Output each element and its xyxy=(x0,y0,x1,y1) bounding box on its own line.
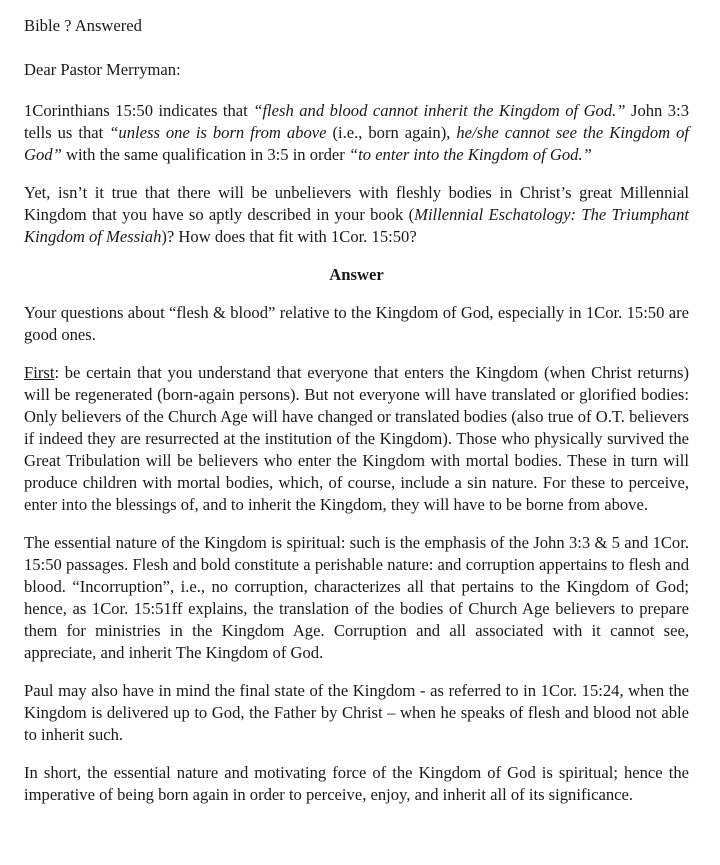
question-paragraph-2 xyxy=(24,182,689,248)
q1-quote-flesh-blood: “flesh and blood cannot inherit the Kingdom of God.” xyxy=(253,101,626,120)
answer-paragraph-5: In short, the essential nature and motivating force of the Kingdom of God is spiritual; hence the imperative of being born again in order to perceive, enjoy, and inherit all of its significance. xyxy=(24,763,689,804)
answer-paragraph-3: The essential nature of the Kingdom is spiritual: such is the emphasis of the John 3:3 & 5 and 1Cor. 15:50 passages. Flesh and bold constitute a perishable nature: and corruption appertains to flesh and blood. “Incorruption”, i.e., no corruption, characterizes all that pertains to the Kingdom of God; hence, as 1Cor. 15:51ff explains, the translation of the bodies of Church Age believers to prepare them for ministries in the Kingdom Age. Corruption and all associated with it cannot see, appreciate, and inherit The Kingdom of God. xyxy=(24,533,689,662)
answer-heading: Answer xyxy=(329,265,384,284)
q2-text-c: )? How does that fit with 1Cor. 15:50? xyxy=(161,227,417,246)
answer-paragraph-1: Your questions about “flesh & blood” relative to the Kingdom of God, especially in 1Cor. 15:50 are good ones. xyxy=(24,303,689,344)
q1-quote-enter-kingdom: “to enter into the Kingdom of God.” xyxy=(348,145,592,164)
q1-text-a: 1Corinthians 15:50 indicates that xyxy=(24,101,254,120)
salutation: Dear Pastor Merryman: xyxy=(24,60,181,79)
q1-text-e: (i.e., born again), xyxy=(326,123,457,142)
first-label: First xyxy=(24,363,55,382)
q1-quote-see-kingdom: he/she cannot see the Kingdom of God” xyxy=(24,123,689,164)
q1-text-g: with the same qualification in 3:5 in order xyxy=(61,145,349,164)
q2-book-title: Millennial Eschatology: The Triumphant Kingdom of Messiah xyxy=(24,205,689,246)
answer-paragraph-2-text: : be certain that you understand that everyone that enters the Kingdom (when Christ returns) will be regenerated (born-again persons). But not everyone will have translated or glorified bodies: Only believers of the Church Age will have changed or translated bodies (also true of O.T. believers if indeed they are resurrected at the institution of the Kingdom). Those who physically survived the Great Tribulation will be believers who enter the Kingdom with mortal bodies. These in turn will produce children with mortal bodies, which, of course, include a sin nature. For these to perceive, enter into the blessings of, and to inherit the Kingdom, they will have to be borne from above. xyxy=(24,363,689,514)
answer-paragraph-2 xyxy=(24,362,689,516)
q2-text-a: Yet, isn’t it true that there will be unbelievers with fleshly bodies in Christ’s great Millennial Kingdom that you have so aptly described in your book ( xyxy=(24,183,689,224)
question-paragraph-1 xyxy=(24,100,689,166)
q1-quote-born-above: “unless one is born from above xyxy=(109,123,327,142)
document-header: Bible ? Answered xyxy=(24,16,142,35)
answer-paragraph-4: Paul may also have in mind the final state of the Kingdom - as referred to in 1Cor. 15:24, when the Kingdom is delivered up to God, the Father by Christ – when he speaks of flesh and blood not able to inherit such. xyxy=(24,681,689,744)
q1-text-c: John 3:3 tells us that xyxy=(24,101,689,142)
